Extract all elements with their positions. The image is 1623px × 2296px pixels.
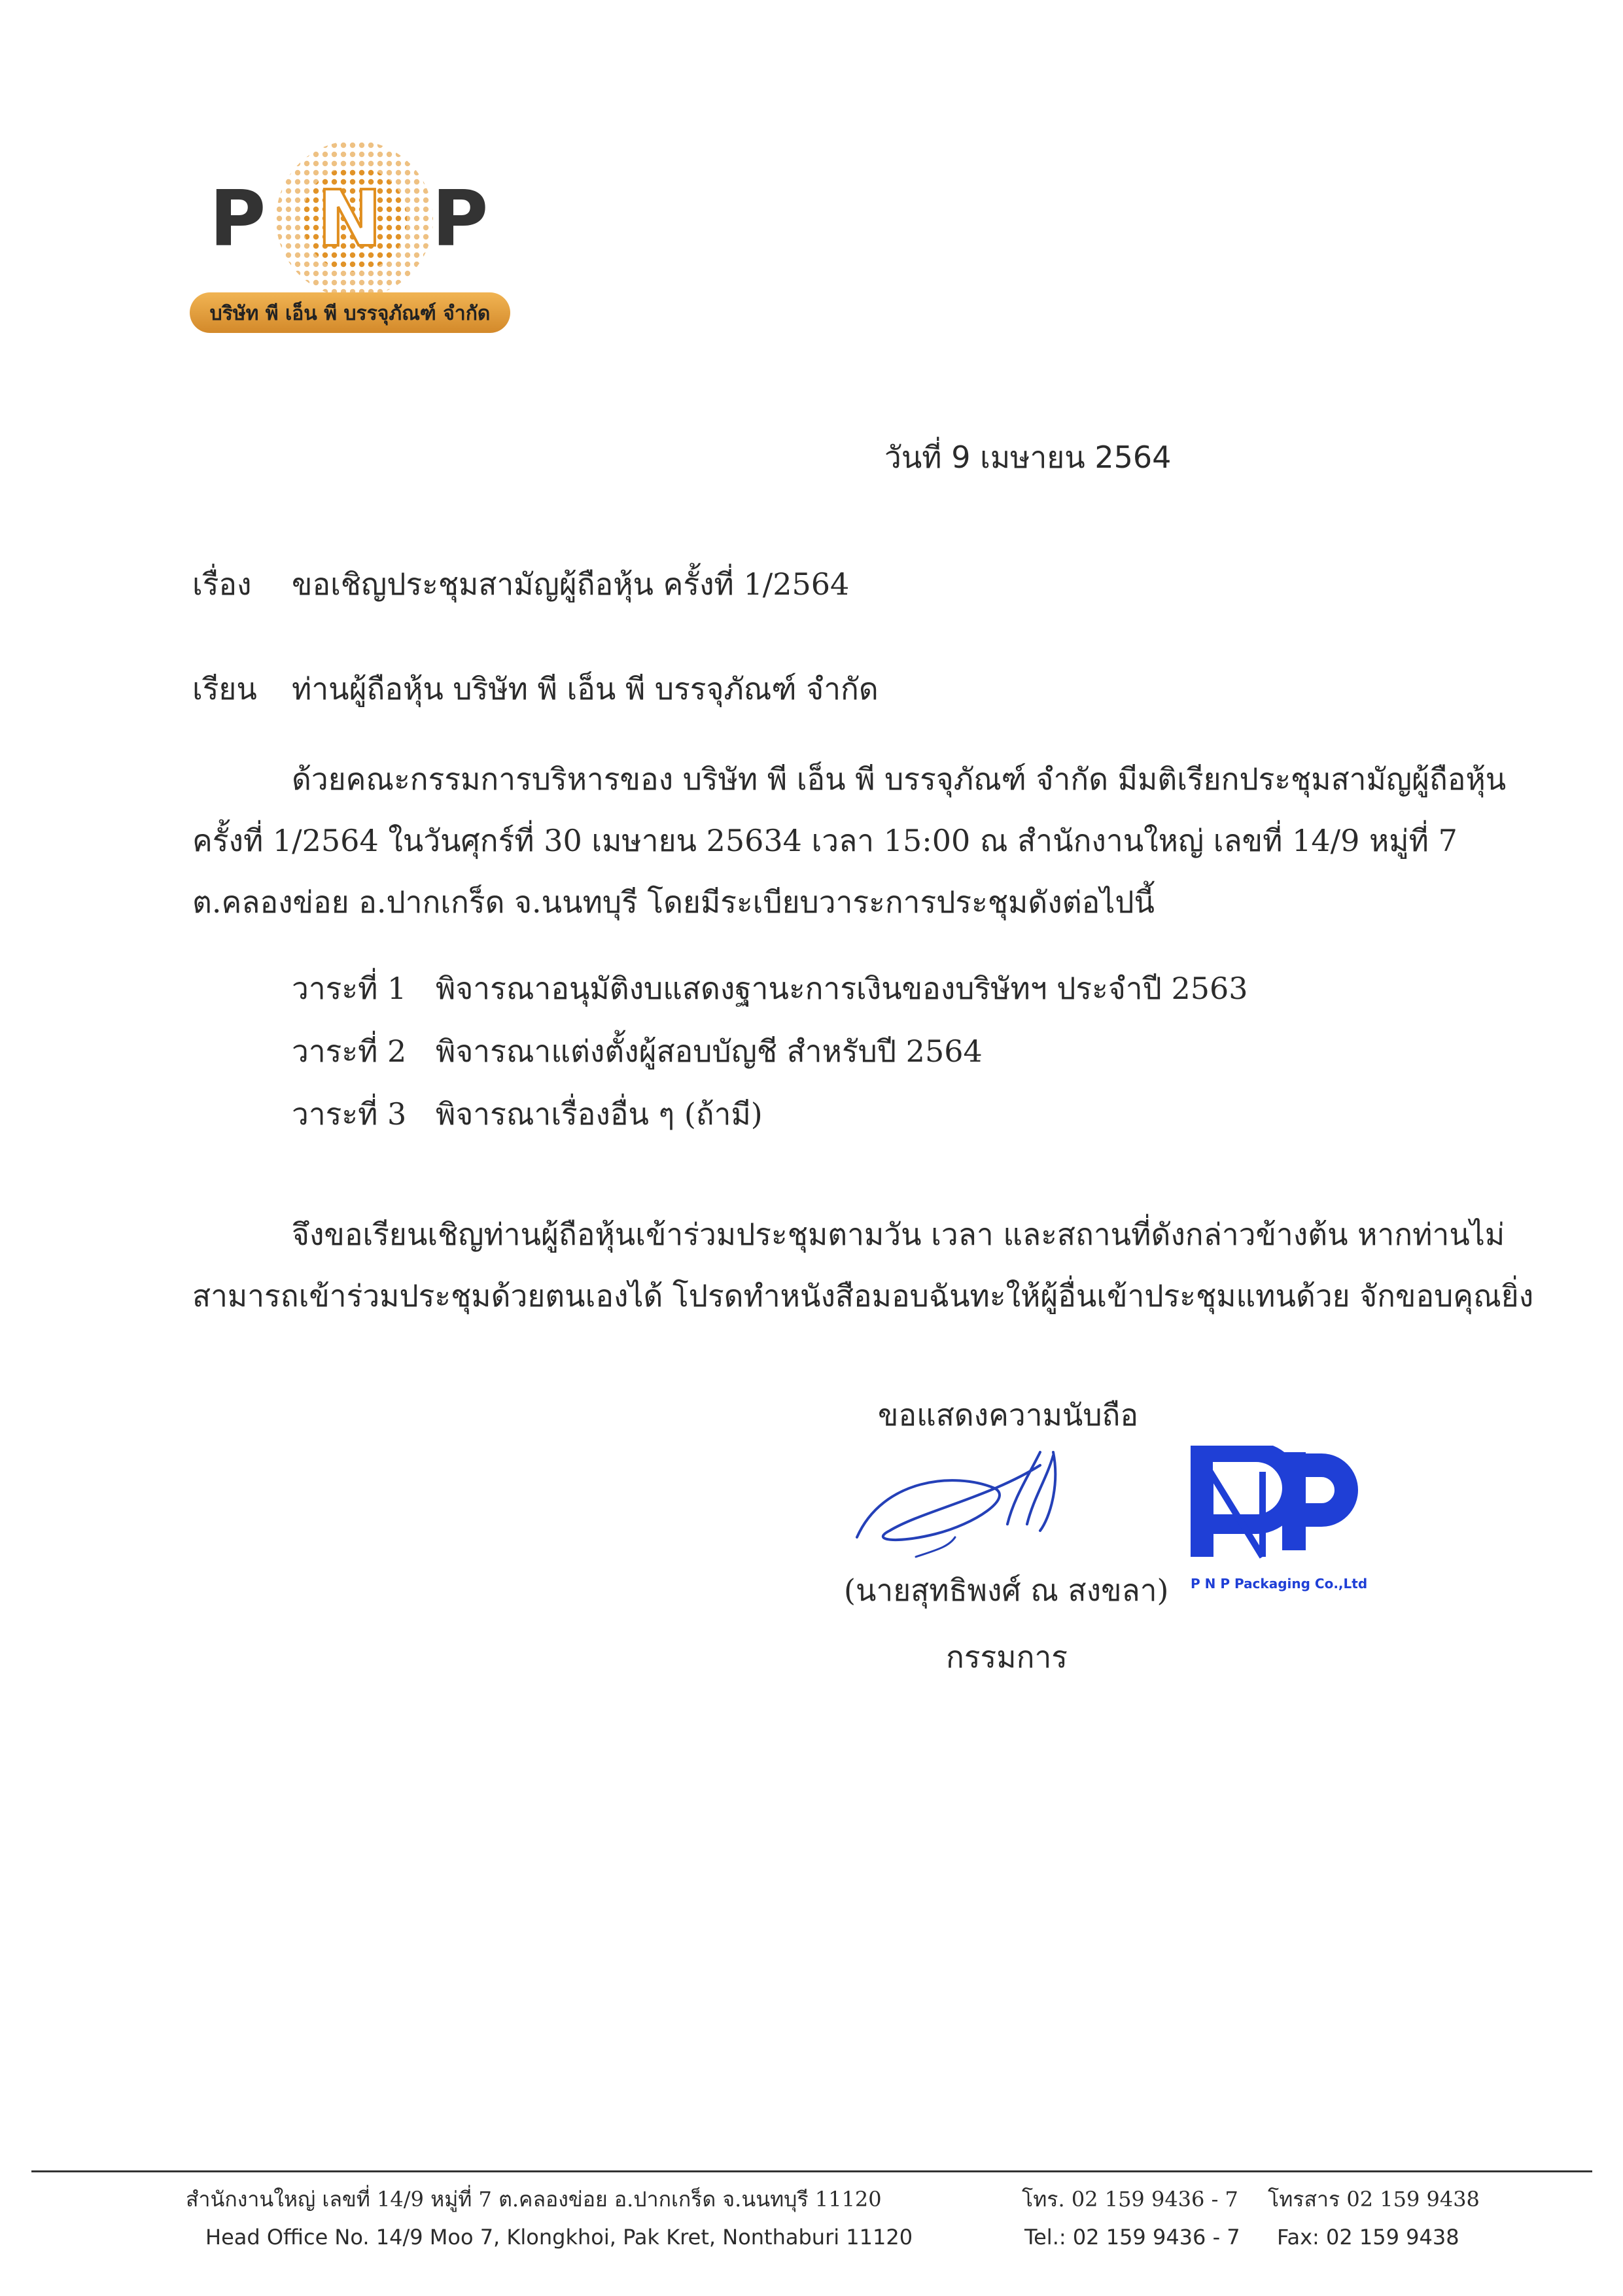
agenda-label-3: วาระที่ 3 — [292, 1096, 407, 1132]
sign-off: ขอแสดงความนับถือ — [878, 1397, 1139, 1433]
subject-label: เรื่อง — [192, 566, 252, 602]
company-logo — [183, 141, 523, 350]
subject-text: ขอเชิญประชุมสามัญผู้ถือหุ้น ครั้งที่ 1/2564 — [292, 566, 850, 602]
footer-thai-address: สำนักงานใหญ่ เลขที่ 14/9 หมู่ที่ 7 ต.คลองข่อย อ.ปากเกร็ด จ.นนทบุรี 11120 — [186, 2187, 882, 2212]
agenda-item-2: พิจารณาแต่งตั้งผู้สอบบัญชี สำหรับปี 2564 — [436, 1034, 983, 1069]
intro-line-3: ต.คลองข่อย อ.ปากเกร็ด จ.นนทบุรี โดยมีระเบียบวาระการประชุมดังต่อไปนี้ — [192, 884, 1155, 920]
svg-text:บริษัท พี เอ็น พี บรรจุภัณฑ์ จ: บริษัท พี เอ็น พี บรรจุภัณฑ์ จำกัด — [209, 302, 491, 325]
company-stamp — [1184, 1446, 1367, 1603]
closing-line-2: สามารถเข้าร่วมประชุมด้วยตนเองได้ โปรดทำหนังสือมอบฉันทะให้ผู้อื่นเข้าประชุมแทนด้วย จักขอบคุณยิ่ง — [192, 1278, 1534, 1313]
footer-divider — [31, 2170, 1592, 2172]
signatory-name: (นายสุทธิพงศ์ ณ สงขลา) — [844, 1573, 1169, 1608]
intro-line-1: ด้วยคณะกรรมการบริหารของ บริษัท พี เอ็น พี บรรจุภัณฑ์ จำกัด มีมติเรียกประชุมสามัญผู้ถือหุ้น — [292, 761, 1507, 797]
signature — [844, 1426, 1106, 1576]
svg-text:P: P — [209, 173, 266, 264]
footer-english-fax: Fax: 02 159 9438 — [1277, 2225, 1459, 2250]
closing-line-1: จึงขอเรียนเชิญท่านผู้ถือหุ้นเข้าร่วมประชุมตามวัน เวลา และสถานที่ดังกล่าวข้างต้น หากท่านไม่ — [292, 1217, 1505, 1252]
footer-thai-fax: โทรสาร 02 159 9438 — [1268, 2187, 1480, 2212]
agenda-label-1: วาระที่ 1 — [292, 971, 407, 1006]
recipient-label: เรียน — [192, 671, 257, 706]
agenda-item-1: พิจารณาอนุมัติงบแสดงฐานะการเงินของบริษัทฯ ประจำปี 2563 — [436, 971, 1248, 1006]
footer-english-tel: Tel.: 02 159 9436 - 7 — [1024, 2225, 1240, 2250]
agenda-label-2: วาระที่ 2 — [292, 1034, 407, 1069]
signature-graphic — [844, 1426, 1106, 1576]
signatory-title: กรรมการ — [946, 1639, 1068, 1675]
agenda-item-3: พิจารณาเรื่องอื่น ๆ (ถ้ามี) — [436, 1096, 763, 1132]
svg-text:N: N — [317, 173, 382, 264]
stamp-graphic — [1184, 1446, 1367, 1603]
svg-text:P: P — [432, 173, 489, 264]
recipient-text: ท่านผู้ถือหุ้น บริษัท พี เอ็น พี บรรจุภัณฑ์ จำกัด — [292, 671, 879, 706]
svg-text:P N P Packaging Co.,Ltd.: P N P Packaging Co.,Ltd. — [1191, 1576, 1367, 1592]
footer-english-address: Head Office No. 14/9 Moo 7, Klongkhoi, Pak Kret, Nonthaburi 11120 — [205, 2225, 913, 2250]
pnp-logo-graphic — [183, 141, 523, 350]
intro-line-2: ครั้งที่ 1/2564 ในวันศุกร์ที่ 30 เมษายน 25634 เวลา 15:00 ณ สำนักงานใหญ่ เลขที่ 14/9 หมู่ที่ 7 — [192, 823, 1457, 858]
letter-date: วันที่ 9 เมษายน 2564 — [884, 440, 1172, 475]
footer-thai-tel: โทร. 02 159 9436 - 7 — [1022, 2187, 1238, 2212]
